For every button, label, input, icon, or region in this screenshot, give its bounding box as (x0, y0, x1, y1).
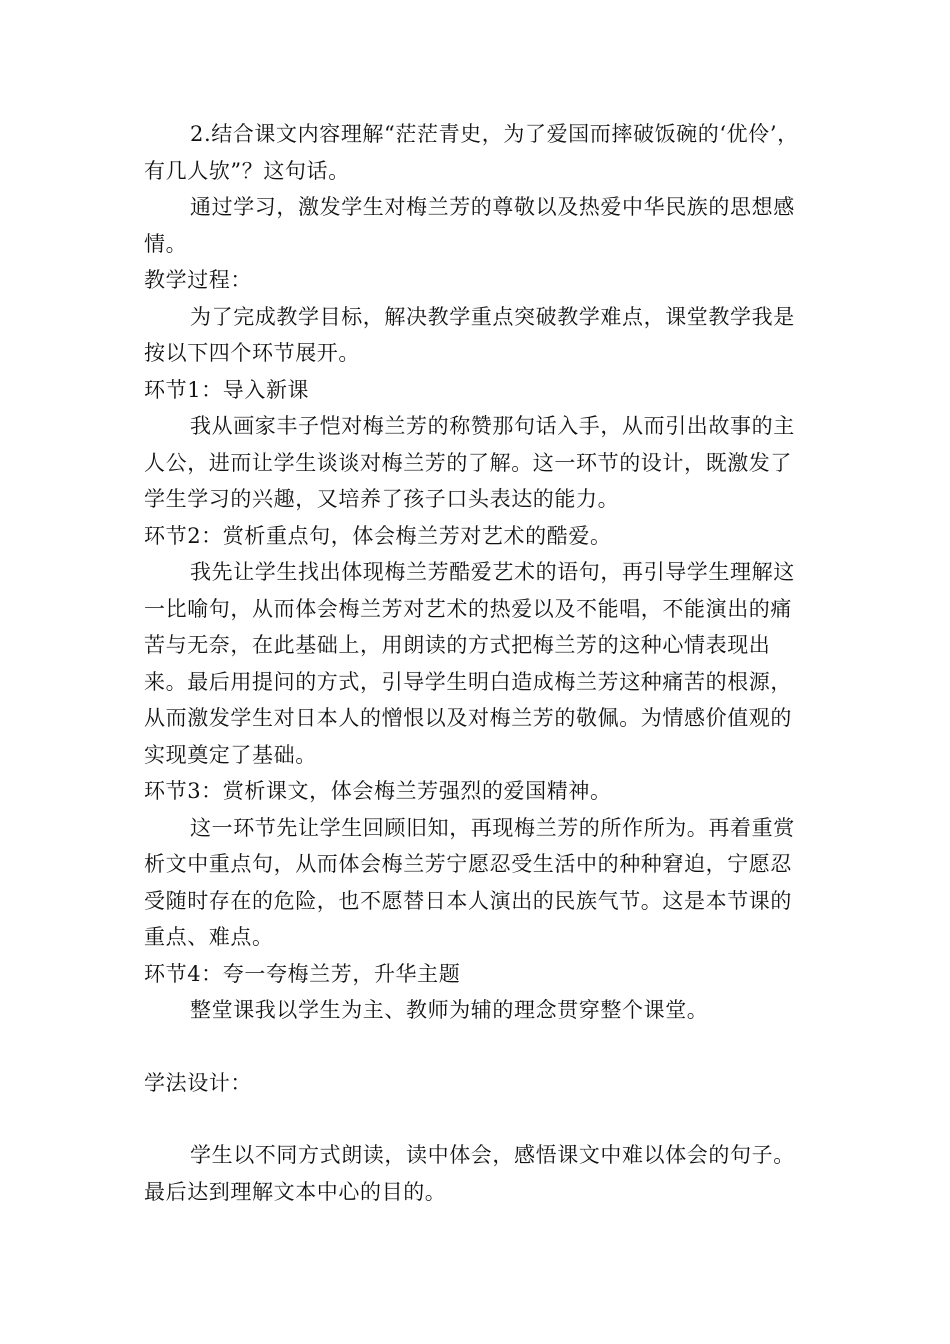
method-body: 学生以不同方式朗读，读中体会，感悟课文中难以体会的句子。最后达到理解文本中心的目的。 (144, 1143, 795, 1204)
objective-2: 2.结合课文内容理解“茫茫青史，为了爱国而摔破饭碗的‘优伶’，有几人欤”？这句话。 (144, 122, 799, 183)
section-1-body: 我从画家丰子恺对梅兰芳的称赞那句话入手，从而引出故事的主人公，进而让学生谈谈对梅兰芳的了解。这一环节的设计，既激发了学生学习的兴趣，又培养了孩子口头表达的能力。 (144, 414, 795, 511)
method-heading: 学法设计： (144, 1070, 252, 1095)
process-heading: 教学过程： (144, 268, 252, 292)
section-2-heading: 环节2：赏析重点句，体会梅兰芳对艺术的酷爱。 (144, 523, 612, 548)
section-4-heading: 环节4：夸一夸梅兰芳，升华主题 (144, 961, 461, 986)
section-3-body: 这一环节先让学生回顾旧知，再现梅兰芳的所作所为。再着重赏析文中重点句，从而体会梅兰芳宁愿忍受生活中的种种窘迫，宁愿忍受随时存在的危险，也不愿替日本人演出的民族气节。这是本节课的重点、难点。 (144, 815, 795, 949)
section-3-heading: 环节3：赏析课文，体会梅兰芳强烈的爱国精神。 (144, 779, 612, 803)
section-2-body: 我先让学生找出体现梅兰芳酷爱艺术的语句，再引导学生理解这一比喻句，从而体会梅兰芳对艺术的热爱以及不能唱，不能演出的痛苦与无奈，在此基础上，用朗读的方式把梅兰芳的这种心情表现出来。最后用提问的方式，引导学生明白造成梅兰芳这种痛苦的根源，从而激发学生对日本人的憎恨以及对梅兰芳的敬佩。为情感价值观的实现奠定了基础。 (144, 560, 795, 767)
section-4-body: 整堂课我以学生为主、教师为辅的理念贯穿整个课堂。 (190, 998, 709, 1022)
objective-emotion: 通过学习，激发学生对梅兰芳的尊敬以及热爱中华民族的思想感情。 (144, 195, 795, 256)
section-1-heading: 环节1：导入新课 (144, 377, 310, 402)
process-intro: 为了完成教学目标，解决教学重点突破教学难点，课堂教学我是按以下四个环节展开。 (144, 304, 795, 365)
document-body (144, 116, 808, 1210)
